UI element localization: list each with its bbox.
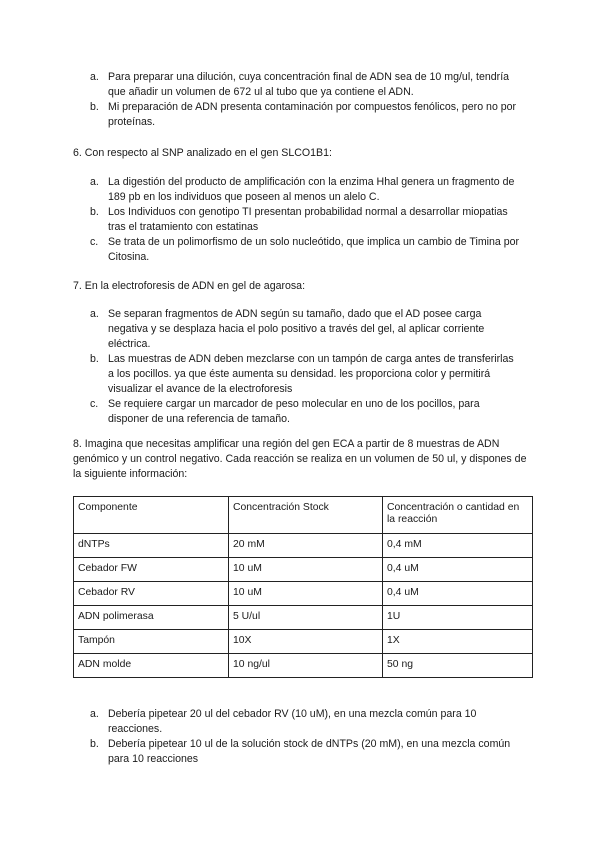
question-6-title: 6. Con respecto al SNP analizado en el gen SLCO1B1: [73, 147, 332, 159]
list-item-text: Mi preparación de ADN presenta contaminación por compuestos fenólicos, pero no por proteínas. [108, 101, 517, 128]
table-cell: 0,4 uM [383, 558, 533, 582]
list-item [90, 397, 520, 427]
list-marker: a. [90, 71, 99, 83]
list-marker: c. [90, 236, 99, 248]
list-marker: a. [90, 708, 99, 720]
table-header-row [74, 497, 533, 534]
table-cell: Tampón [74, 630, 229, 654]
list-marker: b. [90, 738, 99, 750]
list-marker: b. [90, 101, 99, 113]
table-cell: ADN polimerasa [74, 606, 229, 630]
list-top [90, 70, 520, 130]
question-8-title: 8. Imagina que necesitas amplificar una región del gen ECA a partir de 8 muestras de ADN genómico y un control negativo. Cada reacción se realiza en un volumen de 50 ul, y dispones de la siguiente información: [73, 438, 527, 480]
table-cell: 10X [229, 630, 383, 654]
table-row [74, 558, 533, 582]
list-item-text: Debería pipetear 10 ul de la solución stock de dNTPs (20 mM), en una mezcla común para 10 reacciones [108, 738, 511, 765]
table-header-cell: Concentración Stock [229, 497, 383, 534]
question-6-options [90, 175, 520, 265]
list-item [90, 352, 520, 397]
table-cell: 1U [383, 606, 533, 630]
list-marker: c. [90, 398, 99, 410]
table-cell: 10 ng/ul [229, 654, 383, 678]
table-cell: 50 ng [383, 654, 533, 678]
list-item [90, 100, 520, 130]
table-cell: 0,4 mM [383, 534, 533, 558]
table-cell: Cebador RV [74, 582, 229, 606]
table-cell: 0,4 uM [383, 582, 533, 606]
list-marker: a. [90, 308, 99, 320]
list-marker: a. [90, 176, 99, 188]
table-cell: 20 mM [229, 534, 383, 558]
table-cell: dNTPs [74, 534, 229, 558]
list-item [90, 307, 520, 352]
list-item-text: Los Individuos con genotipo TI presentan probabilidad normal a desarrollar miopatias tras el tratamiento con estatinas [108, 206, 508, 233]
table-cell: 10 uM [229, 558, 383, 582]
list-item-text: Para preparar una dilución, cuya concentración final de ADN sea de 10 mg/ul, tendría que añadir un volumen de 672 ul al tubo que ya contiene el ADN. [108, 71, 510, 98]
list-marker: b. [90, 353, 99, 365]
list-item-text: Debería pipetear 20 ul del cebador RV (10 uM), en una mezcla común para 10 reacciones. [108, 708, 477, 735]
question-7-options [90, 307, 520, 427]
table-cell: ADN molde [74, 654, 229, 678]
table-row [74, 654, 533, 678]
list-marker: b. [90, 206, 99, 218]
table-header-cell: Concentración o cantidad en la reacción [383, 497, 533, 534]
list-item-text: Se requiere cargar un marcador de peso molecular en uno de los pocillos, para disponer de una referencia de tamaño. [108, 398, 480, 425]
table-row [74, 534, 533, 558]
list-item [90, 175, 520, 205]
table-row [74, 606, 533, 630]
question-8-options [90, 707, 520, 767]
list-item-text: Se trata de un polimorfismo de un solo nucleótido, que implica un cambio de Timina por Citosina. [108, 236, 520, 263]
list-item [90, 70, 520, 100]
list-item-text: La digestión del producto de amplificación con la enzima Hhal genera un fragmento de 189 pb en los individuos que poseen al menos un alelo C. [108, 176, 515, 203]
list-item [90, 205, 520, 235]
table-cell: 5 U/ul [229, 606, 383, 630]
question-7-title: 7. En la electroforesis de ADN en gel de agarosa: [73, 280, 306, 292]
table-cell: 1X [383, 630, 533, 654]
list-item [90, 737, 520, 767]
table-row [74, 630, 533, 654]
table-header-cell: Componente [74, 497, 229, 534]
table-cell: 10 uM [229, 582, 383, 606]
list-item [90, 235, 520, 265]
table-cell: Cebador FW [74, 558, 229, 582]
list-item-text: Las muestras de ADN deben mezclarse con un tampón de carga antes de transferirlas a los pocillos. ya que éste aumenta su densidad. les proporciona color y permitirá visualizar el avance de la electroforesis [108, 353, 514, 395]
list-item [90, 707, 520, 737]
table-row [74, 582, 533, 606]
list-item-text: Se separan fragmentos de ADN según su tamaño, dado que el AD posee carga negativa y se desplaza hacia el polo positivo a través del gel, al aplicar corriente eléctrica. [108, 308, 485, 350]
reaction-table [73, 496, 533, 678]
